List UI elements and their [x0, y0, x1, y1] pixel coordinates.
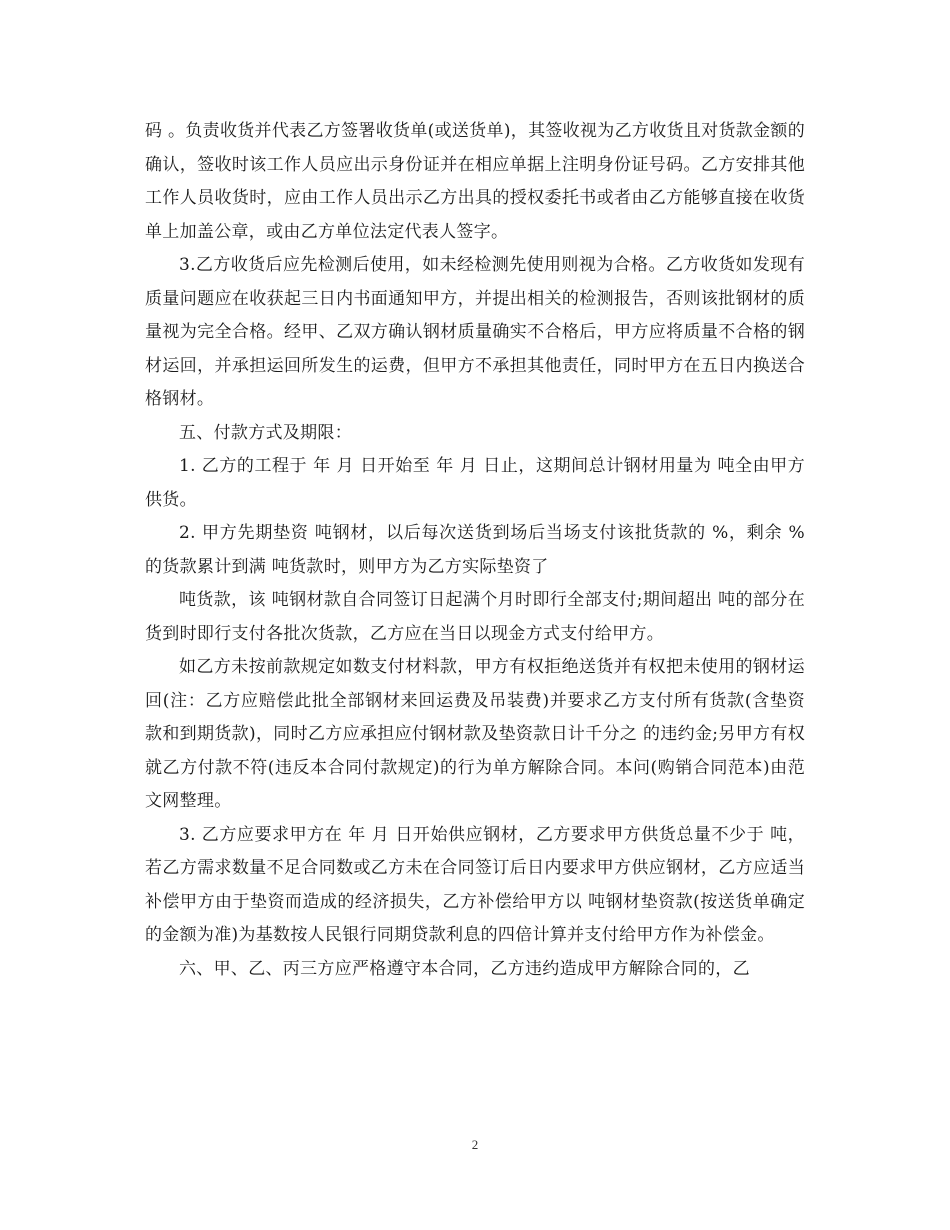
- document-body: [145, 115, 805, 986]
- paragraph-payment-2: 2. 甲方先期垫资 吨钢材，以后每次送货到场后当场支付该批货款的 %，剩余 %的货款累计到满 吨货款时，则甲方为乙方实际垫资了: [145, 523, 805, 577]
- paragraph-payment-2-continued: 吨货款，该 吨钢材款自合同签订日起满个月时即行全部支付;期间超出 吨的部分在货到时即行支付各批次货款，乙方应在当日以现金方式支付给甲方。: [145, 590, 805, 644]
- paragraph-clause-3-inspection: 3.乙方收货后应先检测后使用，如未经检测先使用则视为合格。乙方收货如发现有质量问题应在收获起三日内书面通知甲方，并提出相关的检测报告，否则该批钢材的质量视为完全合格。经甲、乙双方确认钢材质量确实不合格后，甲方应将质量不合格的钢材运回，并承担运回所发生的运费，但甲方不承担其他责任，同时甲方在五日内换送合格钢材。: [145, 255, 805, 409]
- section-heading-payment: 五、付款方式及期限：: [179, 422, 352, 443]
- page-number: 2: [471, 1137, 479, 1152]
- paragraph-payment-default: 如乙方未按前款规定如数支付材料款，甲方有权拒绝送货并有权把未使用的钢材运回(注：乙方应赔偿此批全部钢材来回运费及吊装费)并要求乙方支付所有货款(含垫资款和到期货款)，同时乙方应承担应付钢材款及垫资款日计千分之 的违约金;另甲方有权就乙方付款不符(违反本合同付款规定)的行为单方解除合同。本问(购销合同范本)由范文网整理。: [145, 657, 805, 811]
- paragraph-payment-3: 3. 乙方应要求甲方在 年 月 日开始供应钢材，乙方要求甲方供货总量不少于 吨，若乙方需求数量不足合同数或乙方未在合同签订后日内要求甲方供应钢材，乙方应适当补偿甲方由于垫资而造成的经济损失，乙方补偿给甲方以 吨钢材垫资款(按送货单确定的金额为准)为基数按人民银行同期贷款利息的四倍计算并支付给甲方作为补偿金。: [145, 824, 805, 945]
- section-heading-six: 六、甲、乙、丙三方应严格遵守本合同，乙方违约造成甲方解除合同的，乙: [179, 958, 750, 979]
- paragraph-receiving-clause: 码 。负责收货并代表乙方签署收货单(或送货单)，其签收视为乙方收货且对货款金额的确认，签收时该工作人员应出示身份证并在相应单据上注明身份证号码。乙方安排其他工作人员收货时，应由工作人员出示乙方出具的授权委托书或者由乙方能够直接在收货单上加盖公章，或由乙方单位法定代表人签字。: [145, 121, 805, 242]
- paragraph-payment-1: 1. 乙方的工程于 年 月 日开始至 年 月 日止，这期间总计钢材用量为 吨全由甲方供货。: [145, 456, 805, 510]
